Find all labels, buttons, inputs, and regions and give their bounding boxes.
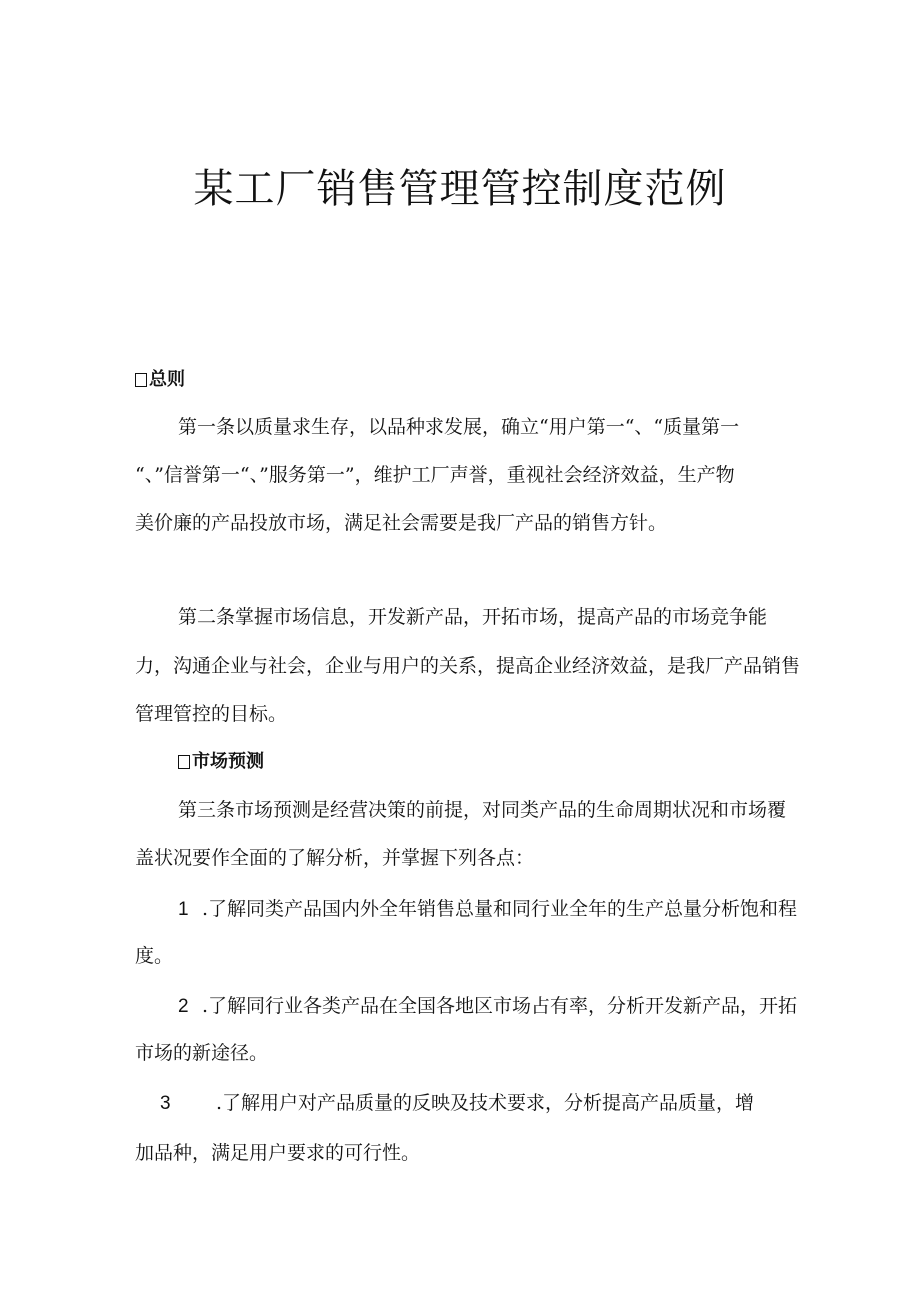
section-heading-label: 市场预测 bbox=[192, 751, 264, 772]
list-item-1-continuation: 度。 bbox=[135, 945, 174, 967]
section-heading-label: 总则 bbox=[149, 369, 185, 390]
article1-line: “、”信誉第一“、”服务第一”，维护工厂声誉，重视社会经济效益，生产物 bbox=[135, 464, 735, 486]
list-item-number: 3 bbox=[160, 1093, 171, 1114]
article2-line: 第二条掌握市场信息，开发新产品，开拓市场，提高产品的市场竞争能 bbox=[178, 606, 768, 628]
list-item-3 bbox=[160, 1090, 754, 1117]
list-item-number: 2 bbox=[178, 996, 189, 1017]
section-heading-market-forecast bbox=[178, 749, 264, 775]
list-item-3-continuation: 加品种，满足用户要求的可行性。 bbox=[135, 1142, 421, 1164]
article1-line: 美价廉的产品投放市场，满足社会需要是我厂产品的销售方针。 bbox=[135, 512, 668, 534]
list-item-2 bbox=[178, 993, 797, 1020]
section-heading-general bbox=[135, 367, 185, 393]
list-item-number: 1 bbox=[178, 899, 189, 920]
list-item-text: .了解用户对产品质量的反映及技术要求，分析提高产品质量，增 bbox=[216, 1092, 755, 1114]
checkbox-square-icon bbox=[135, 373, 147, 387]
checkbox-square-icon bbox=[178, 755, 190, 769]
article2-line: 管理管控的目标。 bbox=[135, 703, 288, 725]
list-item-text: .了解同行业各类产品在全国各地区市场占有率，分析开发新产品，开拓 bbox=[202, 995, 798, 1017]
page-title: 某工厂销售管理管控制度范例 bbox=[193, 166, 727, 212]
list-item-text: .了解同类产品国内外全年销售总量和同行业全年的生产总量分析饱和程 bbox=[202, 898, 798, 920]
article3-line: 盖状况要作全面的了解分析，并掌握下列各点： bbox=[135, 847, 535, 869]
list-item-2-continuation: 市场的新途径。 bbox=[135, 1042, 269, 1064]
article2-line: 力，沟通企业与社会，企业与用户的关系，提高企业经济效益，是我厂产品销售 bbox=[135, 655, 801, 677]
article1-line: 第一条以质量求生存，以品种求发展，确立“用户第一“、“质量第一 bbox=[178, 416, 740, 438]
list-item-1 bbox=[178, 896, 797, 923]
article3-line: 第三条市场预测是经营决策的前提，对同类产品的生命周期状况和市场覆 bbox=[178, 799, 787, 821]
